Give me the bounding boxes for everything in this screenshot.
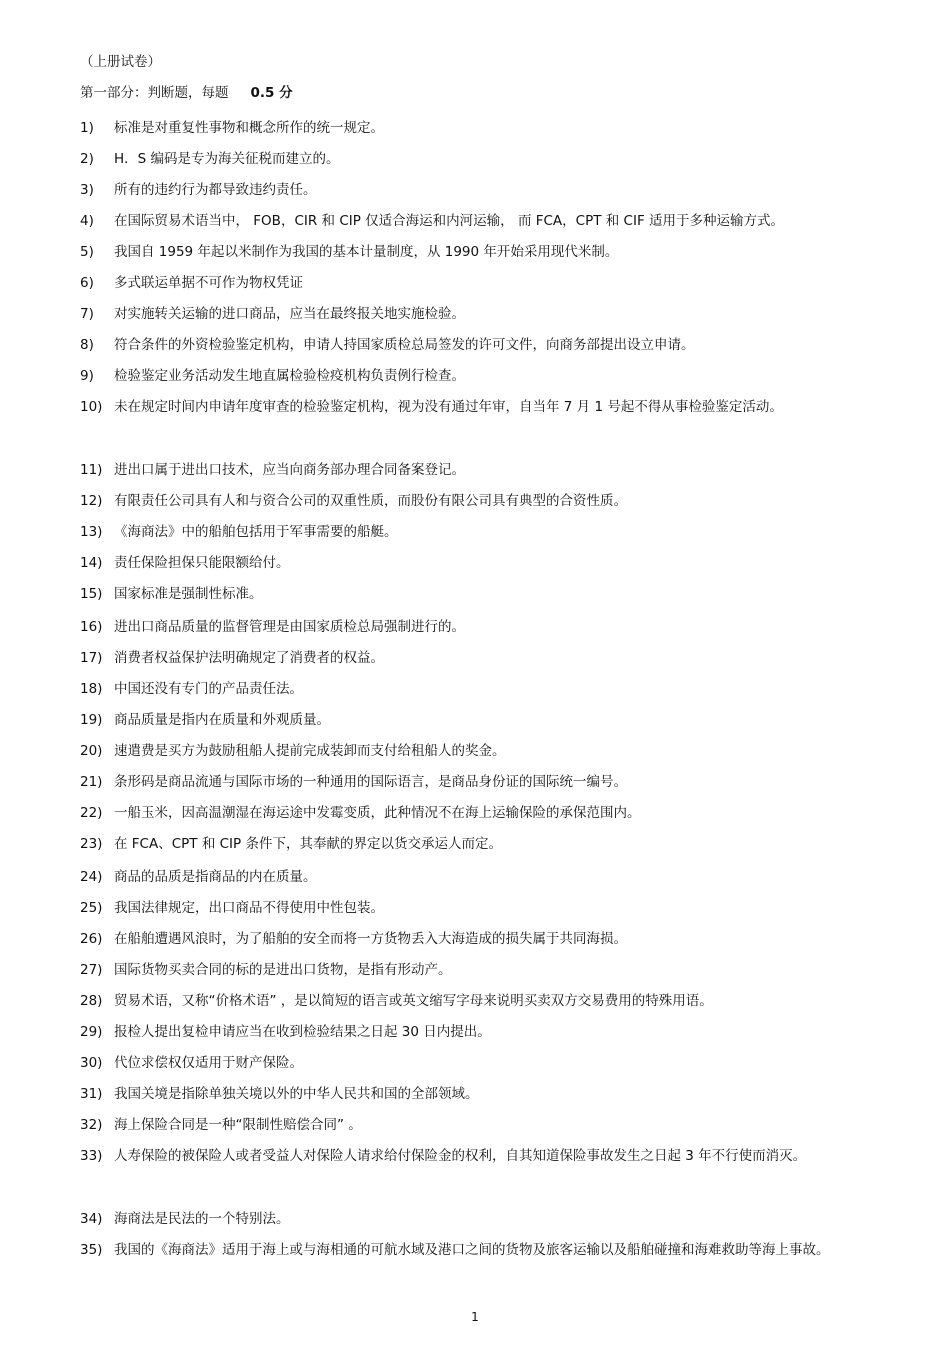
question-item	[80, 767, 895, 798]
question-item	[80, 392, 895, 454]
question-number: 28)	[80, 993, 103, 1009]
question-text: 我国自 1959 年起以米制作为我国的基本计量制度，从 1990 年开始采用现代米制。	[114, 244, 619, 260]
question-text: 国家标准是强制性标准。	[114, 586, 263, 602]
question-number: 18)	[80, 681, 103, 697]
section-heading	[80, 84, 293, 102]
question-text: 国际货物买卖合同的标的是进出口货物，是指有形动产。	[114, 962, 452, 978]
question-number: 16)	[80, 619, 103, 635]
question-item	[80, 986, 895, 1017]
question-text: 我国关境是指除单独关境以外的中华人民共和国的全部领域。	[114, 1086, 479, 1102]
question-item	[80, 612, 895, 643]
question-text: 我国的《海商法》适用于海上或与海相通的可航水域及港口之间的货物及旅客运输以及船舶碰撞和海难救助等海上事故。	[114, 1242, 830, 1258]
question-item	[80, 330, 895, 361]
question-item	[80, 1235, 895, 1297]
question-item	[80, 206, 895, 237]
question-text: 海上保险合同是一种“限制性赔偿合同” 。	[114, 1117, 362, 1133]
question-text: 对实施转关运输的进口商品，应当在最终报关地实施检验。	[114, 306, 465, 322]
question-item	[80, 798, 895, 829]
question-number: 17)	[80, 650, 103, 666]
question-text: 商品的品质是指商品的内在质量。	[114, 869, 317, 885]
question-item	[80, 893, 895, 924]
question-number: 33)	[80, 1148, 103, 1164]
question-number: 6)	[80, 275, 94, 291]
question-number: 2)	[80, 151, 94, 167]
question-text: 海商法是民法的一个特别法。	[114, 1211, 290, 1227]
question-item	[80, 113, 895, 144]
question-item	[80, 1048, 895, 1079]
question-text: 符合条件的外资检验鉴定机构，申请人持国家质检总局签发的许可文件，向商务部提出设立申请。	[114, 337, 695, 353]
question-item	[80, 486, 895, 517]
question-item	[80, 862, 895, 893]
question-text: 检验鉴定业务活动发生地直属检验检疫机构负责例行检查。	[114, 368, 465, 384]
question-number: 7)	[80, 306, 94, 322]
question-number: 10)	[80, 399, 103, 415]
question-number: 1)	[80, 120, 94, 136]
question-number: 22)	[80, 805, 103, 821]
question-number: 11)	[80, 462, 103, 478]
question-number: 13)	[80, 524, 103, 540]
question-text: 有限责任公司具有人和与资合公司的双重性质，而股份有限公司具有典型的合资性质。	[114, 493, 627, 509]
question-number: 14)	[80, 555, 103, 571]
question-item	[80, 237, 895, 268]
question-text: 中国还没有专门的产品责任法。	[114, 681, 303, 697]
question-text: 《海商法》中的船舶包括用于军事需要的船艇。	[114, 524, 398, 540]
question-item	[80, 517, 895, 548]
question-item	[80, 361, 895, 392]
question-number: 5)	[80, 244, 94, 260]
question-item	[80, 1141, 895, 1203]
question-text: 进出口商品质量的监督管理是由国家质检总局强制进行的。	[114, 619, 465, 635]
question-text: 在船舶遭遇风浪时，为了船舶的安全而将一方货物丢入大海造成的损失属于共同海损。	[114, 931, 627, 947]
question-number: 24)	[80, 869, 103, 885]
question-item	[80, 144, 895, 175]
paper-title: （上册试卷）	[80, 54, 161, 70]
question-text: 一船玉米，因高温潮湿在海运途中发霉变质，此种情况不在海上运输保险的承保范围内。	[114, 805, 641, 821]
question-number: 19)	[80, 712, 103, 728]
question-number: 29)	[80, 1024, 103, 1040]
question-text: 在 FCA、CPT 和 CIP 条件下，其奉献的界定以货交承运人而定。	[114, 836, 502, 852]
question-text: 报检人提出复检申请应当在收到检验结果之日起 30 日内提出。	[114, 1024, 491, 1040]
question-text: H．S 编码是专为海关征税而建立的。	[114, 151, 340, 167]
question-number: 26)	[80, 931, 103, 947]
question-text: 速遣费是买方为鼓励租船人提前完成装卸而支付给租船人的奖金。	[114, 743, 506, 759]
question-number: 27)	[80, 962, 103, 978]
question-text: 条形码是商品流通与国际市场的一种通用的国际语言，是商品身份证的国际统一编号。	[114, 774, 627, 790]
question-item	[80, 175, 895, 206]
question-item	[80, 548, 895, 579]
question-number: 15)	[80, 586, 103, 602]
question-number: 21)	[80, 774, 103, 790]
question-item	[80, 1079, 895, 1110]
question-item	[80, 455, 895, 486]
question-text: 在国际贸易术语当中， FOB，CIR 和 CIP 仅适合海运和内河运输， 而 FCA，CPT 和 CIF 适用于多种运输方式。	[114, 213, 785, 229]
question-item	[80, 643, 895, 674]
question-item	[80, 674, 895, 705]
question-item	[80, 299, 895, 330]
question-item	[80, 1204, 895, 1235]
question-item	[80, 579, 895, 610]
question-item	[80, 924, 895, 955]
question-number: 12)	[80, 493, 103, 509]
question-text: 我国法律规定，出口商品不得使用中性包装。	[114, 900, 384, 916]
points-per-question: 0.5 分	[250, 85, 293, 101]
question-item	[80, 736, 895, 767]
question-text: 所有的违约行为都导致违约责任。	[114, 182, 317, 198]
question-text: 消费者权益保护法明确规定了消费者的权益。	[114, 650, 384, 666]
question-number: 20)	[80, 743, 103, 759]
question-number: 32)	[80, 1117, 103, 1133]
question-text: 多式联运单据不可作为物权凭证	[114, 275, 303, 291]
question-number: 25)	[80, 900, 103, 916]
question-text: 责任保险担保只能限额给付。	[114, 555, 290, 571]
question-item	[80, 268, 895, 299]
question-number: 34)	[80, 1211, 103, 1227]
question-text: 标准是对重复性事物和概念所作的统一规定。	[114, 120, 384, 136]
question-item	[80, 1110, 895, 1141]
page-number: 1	[471, 1310, 479, 1324]
question-item	[80, 829, 895, 860]
question-number: 31)	[80, 1086, 103, 1102]
question-text: 贸易术语，又称“价格术语” ，是以简短的语言或英文缩写字母来说明买卖双方交易费用的特殊用语。	[114, 993, 713, 1009]
question-number: 23)	[80, 836, 103, 852]
question-number: 35)	[80, 1242, 103, 1258]
question-number: 8)	[80, 337, 94, 353]
question-number: 9)	[80, 368, 94, 384]
question-number: 30)	[80, 1055, 103, 1071]
question-text: 商品质量是指内在质量和外观质量。	[114, 712, 330, 728]
question-text: 未在规定时间内申请年度审查的检验鉴定机构，视为没有通过年审，自当年 7 月 1 号起不得从事检验鉴定活动。	[114, 399, 783, 415]
section-label: 第一部分：判断题，每题	[80, 85, 229, 101]
question-text: 人寿保险的被保险人或者受益人对保险人请求给付保险金的权利，自其知道保险事故发生之日起 3 年不行使而消灭。	[114, 1148, 807, 1164]
question-number: 4)	[80, 213, 94, 229]
question-number: 3)	[80, 182, 94, 198]
question-text: 代位求偿权仅适用于财产保险。	[114, 1055, 303, 1071]
question-item	[80, 1017, 895, 1048]
question-item	[80, 705, 895, 736]
question-item	[80, 955, 895, 986]
question-text: 进出口属于进出口技术，应当向商务部办理合同备案登记。	[114, 462, 465, 478]
